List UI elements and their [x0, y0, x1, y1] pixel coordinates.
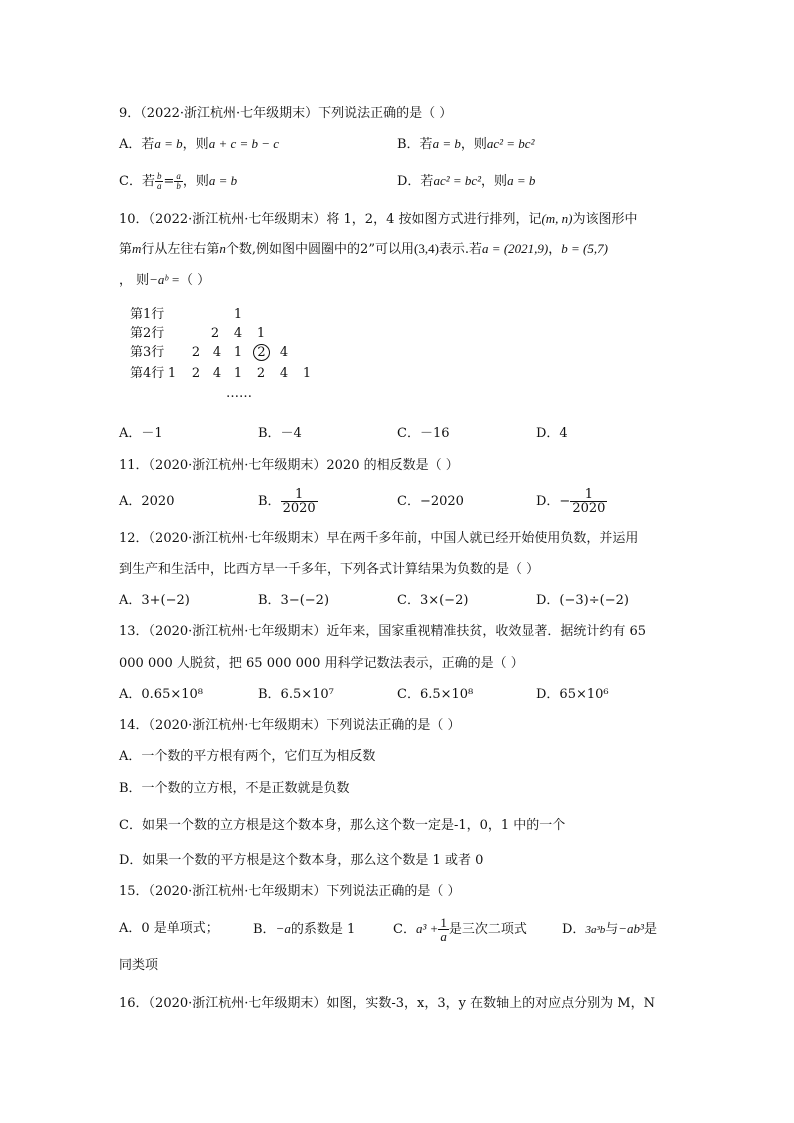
grid-cell: 1	[256, 326, 266, 341]
q15-option-b-end: 的系数是 1	[290, 922, 356, 937]
q10-l2-sep: ，	[548, 242, 562, 257]
q9-option-b-result: ac² = bc²	[486, 136, 535, 151]
q13-option-a[interactable]: A．0.65×10⁸	[119, 687, 203, 702]
q9-option-b-label: B．若	[397, 137, 433, 152]
q15-stem: 15．（2020·浙江杭州·七年级期末）下列说法正确的是（ ）	[119, 884, 461, 899]
grid-cell: 2	[191, 345, 201, 360]
q10-l2-n: n	[219, 241, 226, 256]
q15-option-b[interactable]	[253, 921, 355, 938]
q10-l2-a-eq: a = (2021,9)	[482, 241, 549, 256]
q11-option-d-frac: $\frac{1}{2020}$	[572, 487, 606, 516]
q9-option-a-cond: a = b	[154, 136, 183, 151]
q15-option-d-mid: 与	[605, 922, 619, 937]
q9-option-c-eq: =	[163, 174, 175, 189]
q10-l2-b: 行从左往右第	[141, 242, 220, 257]
grid-cell: 4	[212, 366, 222, 381]
q13-option-d[interactable]: D．65×10⁶	[536, 687, 609, 702]
q10-l3-b: （ ）	[179, 273, 211, 288]
q10-option-c[interactable]: C．－16	[397, 426, 450, 441]
q14-option-b[interactable]: B．一个数的立方根，不是正数就是负数	[119, 781, 350, 796]
q11-stem: 11．（2020·浙江杭州·七年级期末）2020 的相反数是（ ）	[119, 458, 459, 473]
q12-stem-line2: 到生产和生活中，比西方早一千多年，下列各式计算结果为负数的是（ ）	[119, 562, 540, 577]
grid-cell: 1	[233, 345, 243, 360]
q13-option-b[interactable]: B．6.5×10⁷	[258, 687, 334, 702]
q15-option-d-label: D．	[562, 922, 586, 937]
q11-option-d[interactable]	[536, 486, 607, 518]
q9-option-c-label: C．若	[119, 174, 155, 189]
q9-option-c[interactable]	[119, 170, 237, 193]
q10-stem-line1-text: 10．（2022·浙江杭州·七年级期末）将 1，2，4 按如图方式进行排列，记	[119, 212, 542, 227]
q15-option-d-end: 是	[643, 922, 657, 937]
grid-cell: 1	[233, 307, 243, 322]
grid-cell: 2	[256, 366, 266, 381]
q11-option-c[interactable]: C．−2020	[397, 494, 464, 509]
q16-stem-line1: 16．（2020·浙江杭州·七年级期末）如图，实数-3，x，3，y 在数轴上的对应点分别为 M，N	[119, 996, 655, 1011]
q10-l2-b-eq: b = (5,7)	[561, 241, 608, 256]
q11-option-a[interactable]: A．2020	[119, 494, 175, 509]
grid-row-1-label: 第1行	[130, 307, 165, 322]
q11-option-b-frac: $\frac{1}{2020}$	[282, 487, 316, 516]
grid-cell: 4	[212, 345, 222, 360]
grid-cell: 4	[233, 326, 243, 341]
q10-l2-c: 个数,例如图中圆圈中的2”可以用	[225, 242, 414, 257]
q15-option-c[interactable]	[393, 913, 527, 946]
q9-option-c-mid: ，则	[182, 174, 209, 189]
q9-option-d-cond: ac² = bc²	[433, 173, 482, 188]
q11-option-b-label: B．	[258, 494, 281, 509]
grid-cell: 1	[233, 366, 243, 381]
q9-option-a-result: a + c = b − c	[208, 136, 280, 151]
q10-stem-line3	[119, 272, 210, 289]
q15-option-d-math2: −ab³	[618, 921, 644, 936]
q15-option-d-math1: 3a³b	[585, 924, 606, 936]
q10-stem-line1	[119, 211, 638, 228]
q9-option-a-mid: ，则	[182, 137, 209, 152]
q10-option-a[interactable]: A．－1	[119, 426, 163, 441]
q9-option-d-mid: ，则	[481, 174, 508, 189]
q15-option-b-label: B．	[253, 922, 276, 937]
q12-stem-line1: 12．（2020·浙江杭州·七年级期末）早在两千多年前，中国人就已经开始使用负数，并运用	[119, 531, 639, 546]
q10-stem-line1-end: 为该图形中	[572, 212, 638, 227]
q15-option-c-end: 是三次二项式	[448, 922, 527, 937]
q14-option-a[interactable]: A．一个数的平方根有两个，它们互为相反数	[119, 749, 376, 764]
q14-stem: 14．（2020·浙江杭州·七年级期末）下列说法正确的是（ ）	[119, 718, 461, 733]
q9-stem: 9．（2022·浙江杭州·七年级期末）下列说法正确的是（ ）	[119, 106, 453, 121]
q12-option-c[interactable]: C．3×(−2)	[397, 593, 469, 608]
grid-cell: 4	[279, 366, 289, 381]
q9-option-a-label: A．若	[119, 137, 155, 152]
q12-option-d[interactable]: D．(−3)÷(−2)	[536, 593, 629, 608]
q9-option-c-frac2: $\frac{a}{b}$	[176, 171, 181, 191]
q9-option-d-label: D．若	[397, 174, 434, 189]
q14-option-c[interactable]: C．如果一个数的立方根是这个数本身，那么这个数一定是-1，0，1 中的一个	[119, 818, 566, 833]
q12-option-b[interactable]: B．3−(−2)	[258, 593, 330, 608]
q11-option-b[interactable]	[258, 486, 318, 518]
grid-cell: 1	[167, 366, 177, 381]
q15-option-d[interactable]	[562, 921, 657, 938]
q13-stem-line1: 13．（2020·浙江杭州·七年级期末）近年来，国家重视精准扶贫，收效显著．据统计约有 65	[119, 624, 647, 639]
q9-option-b-mid: ，则	[460, 137, 487, 152]
q9-option-d[interactable]	[397, 173, 535, 190]
q9-option-c-result: a = b	[208, 173, 238, 188]
q9-option-c-frac1: $\frac{b}{a}$	[156, 171, 162, 191]
q10-l2-pair: (3,4)	[413, 241, 439, 256]
grid-row-3-label: 第3行	[130, 345, 165, 360]
q10-option-b[interactable]: B．－4	[258, 426, 302, 441]
q9-option-b-cond: a = b	[432, 136, 461, 151]
q15-option-c-math: a³ +	[415, 921, 439, 936]
q12-option-a[interactable]: A．3+(−2)	[119, 593, 190, 608]
grid-cell: 2	[210, 326, 220, 341]
grid-cell-circled: 2	[253, 344, 269, 361]
q9-option-a[interactable]	[119, 136, 279, 153]
grid-row-4-label: 第4行	[130, 366, 165, 381]
q9-option-d-result: a = b	[507, 173, 536, 188]
q9-option-b[interactable]	[397, 136, 534, 153]
q10-l3-a: ， 则	[119, 273, 150, 288]
grid-ellipsis: ……	[226, 386, 252, 401]
q10-l2-m: m	[132, 241, 142, 256]
q11-option-d-label: D．−	[536, 494, 571, 509]
q13-option-c[interactable]: C．6.5×10⁸	[397, 687, 474, 702]
q14-option-d[interactable]: D．如果一个数的平方根是这个数本身，那么这个数是 1 或者 0	[119, 853, 484, 868]
grid-cell: 1	[302, 366, 312, 381]
grid-cell: 2	[191, 366, 201, 381]
q13-stem-line2: 000 000 人脱贫，把 65 000 000 用科学记数法表示，正确的是（ ）	[119, 656, 524, 671]
grid-row-2-label: 第2行	[130, 326, 165, 341]
q15-option-b-math: −a	[275, 921, 291, 936]
q10-stem-line2	[119, 241, 608, 258]
q15-continuation: 同类项	[119, 958, 159, 973]
q15-option-c-frac: $\frac{1}{a}$	[440, 915, 447, 944]
grid-cell: 4	[279, 345, 289, 360]
q10-notation: (m, n)	[541, 211, 573, 226]
q10-l2-d: 表示.若	[438, 242, 483, 257]
q15-option-c-label: C．	[393, 922, 416, 937]
q10-l3-m: −aᵇ =	[149, 272, 180, 287]
q10-l2-a: 第	[119, 242, 133, 257]
q15-option-a[interactable]: A．0 是单项式；	[119, 921, 219, 936]
q10-option-d[interactable]: D．4	[536, 426, 568, 441]
